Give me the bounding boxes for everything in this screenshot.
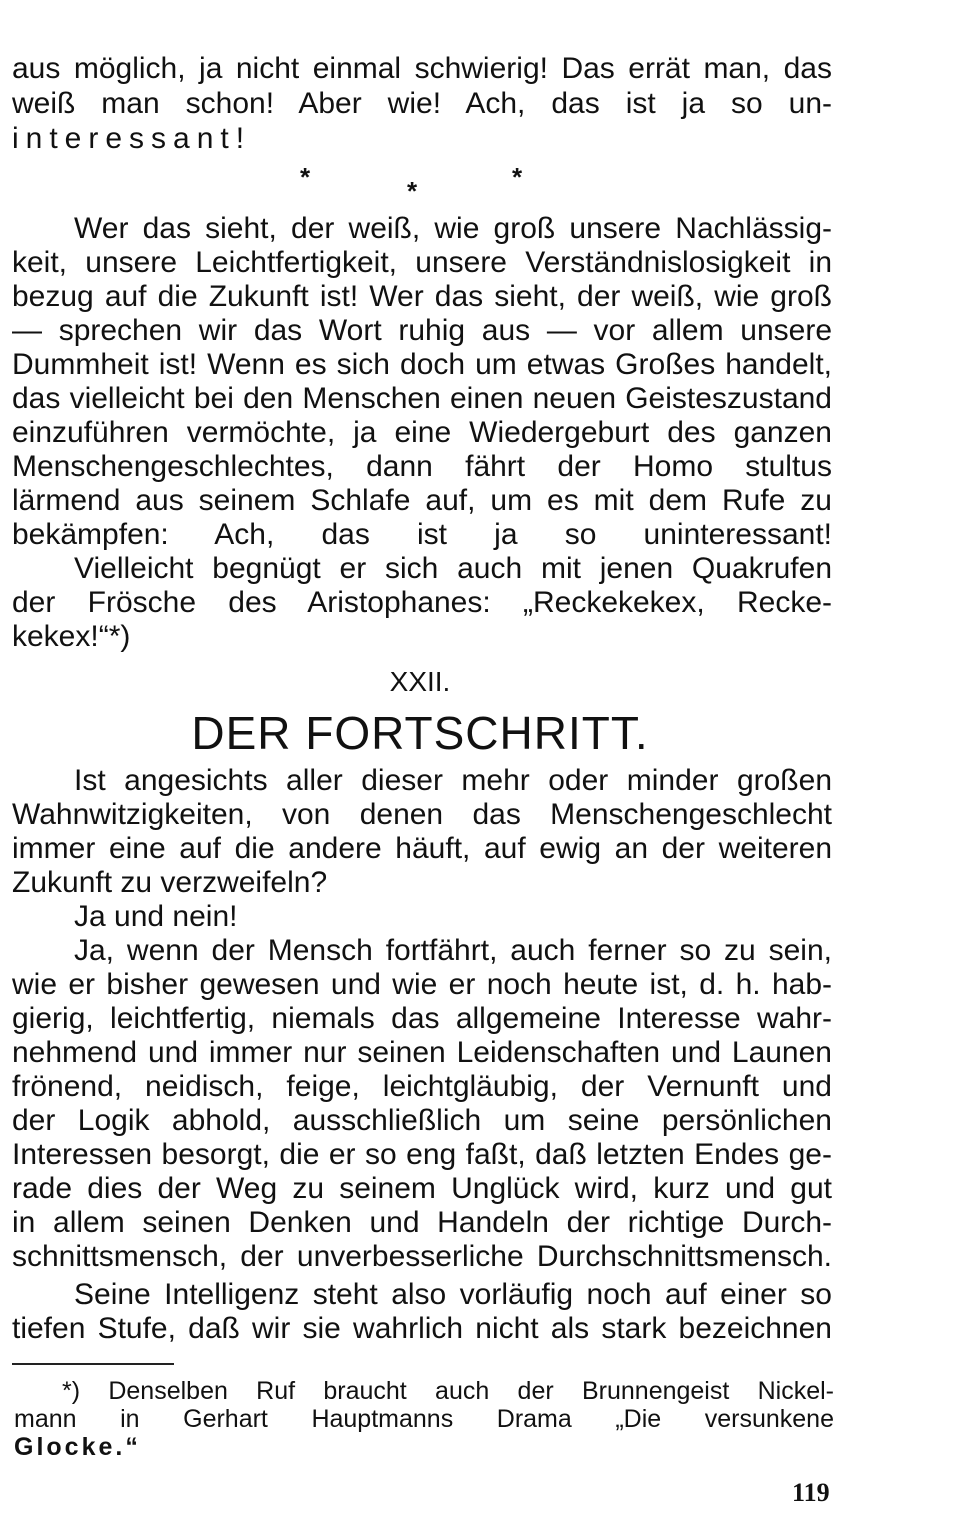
- text-line: wie er bisher gewesen und wie er noch heute ist, d. h. hab-: [12, 968, 832, 1001]
- text-line: frönend, neidisch, feige, leichtgläubig, der Vernunft und: [12, 1070, 832, 1103]
- text-line: in allem seinen Denken und Handeln der richtige Durch-: [12, 1206, 832, 1239]
- text-line: rade dies der Weg zu seinem Unglück wird, kurz und gut: [12, 1172, 832, 1205]
- text-line: keit, unsere Leichtfertigkeit, unsere Verständnislosigkeit in: [12, 246, 832, 279]
- text-line: interessant!: [12, 122, 252, 155]
- footnote-line: Glocke.“: [14, 1433, 141, 1461]
- text-line: — sprechen wir das Wort ruhig aus — vor allem unsere: [12, 314, 832, 347]
- text-line: Menschengeschlechtes, dann fährt der Homo stultus: [12, 450, 832, 483]
- text-line: immer eine auf die andere häuft, auf ewig an der weiteren: [12, 832, 832, 865]
- separator-star: *: [512, 162, 523, 192]
- text-line: weiß man schon! Aber wie! Ach, das ist ja so un-: [12, 87, 832, 120]
- text-line: bezug auf die Zukunft ist! Wer das sieht, der weiß, wie groß: [12, 280, 832, 313]
- separator-star: *: [300, 162, 311, 192]
- text-line: Ist angesichts aller dieser mehr oder minder großen: [74, 764, 832, 797]
- text-line: der Logik abhold, ausschließlich um seine persönlichen: [12, 1104, 832, 1137]
- text-line: schnittsmensch, der unverbesserliche Durchschnittsmensch.: [12, 1240, 832, 1273]
- text-line: Zukunft zu verzweifeln?: [12, 866, 328, 899]
- footnote-line: *) Denselben Ruf braucht auch der Brunnengeist Nickel-: [62, 1377, 834, 1405]
- text-line: nehmend und immer nur seinen Leidenschaften und Launen: [12, 1036, 832, 1069]
- chapter-title: DER FORTSCHRITT.: [191, 707, 649, 759]
- footnote-line: mann in Gerhart Hauptmanns Drama „Die versunkene: [14, 1405, 834, 1433]
- text-line: einzuführen vermöchte, ja eine Wiedergeburt des ganzen: [12, 416, 832, 449]
- separator-star: *: [407, 176, 418, 206]
- footnote-rule: [12, 1363, 174, 1365]
- text-line: lärmend aus seinem Schlafe auf, um es mit dem Rufe zu: [12, 484, 832, 517]
- text-line: aus möglich, ja nicht einmal schwierig! Das errät man, das: [12, 52, 832, 85]
- text-line: das vielleicht bei den Menschen einen neuen Geisteszustand: [12, 382, 832, 415]
- text-line: Dummheit ist! Wenn es sich doch um etwas Großes handelt,: [12, 348, 832, 381]
- text-line: Vielleicht begnügt er sich auch mit jenen Quakrufen: [74, 552, 832, 585]
- text-line: gierig, leichtfertig, niemals das allgemeine Interesse wahr-: [12, 1002, 832, 1035]
- text-line: tiefen Stufe, daß wir sie wahrlich nicht als stark bezeichnen: [12, 1312, 832, 1345]
- text-line: Ja, wenn der Mensch fortfährt, auch ferner so zu sein,: [74, 934, 832, 967]
- text-line: Interessen besorgt, die er so eng faßt, daß letzten Endes ge-: [12, 1138, 832, 1171]
- text-line: Wahnwitzigkeiten, von denen das Menschengeschlecht: [12, 798, 832, 831]
- text-line: Seine Intelligenz steht also vorläufig noch auf einer so: [74, 1278, 832, 1311]
- chapter-number: XXII.: [389, 666, 451, 697]
- page-number: 119: [792, 1478, 830, 1507]
- text-line: kekex!“*): [12, 620, 131, 653]
- text-line: bekämpfen: Ach, das ist ja so uninteressant!: [12, 518, 832, 551]
- text-line: Wer das sieht, der weiß, wie groß unsere Nachlässig-: [74, 212, 832, 245]
- text-line: Ja und nein!: [74, 900, 238, 933]
- text-line: der Frösche des Aristophanes: „Reckekekex, Recke-: [12, 586, 832, 619]
